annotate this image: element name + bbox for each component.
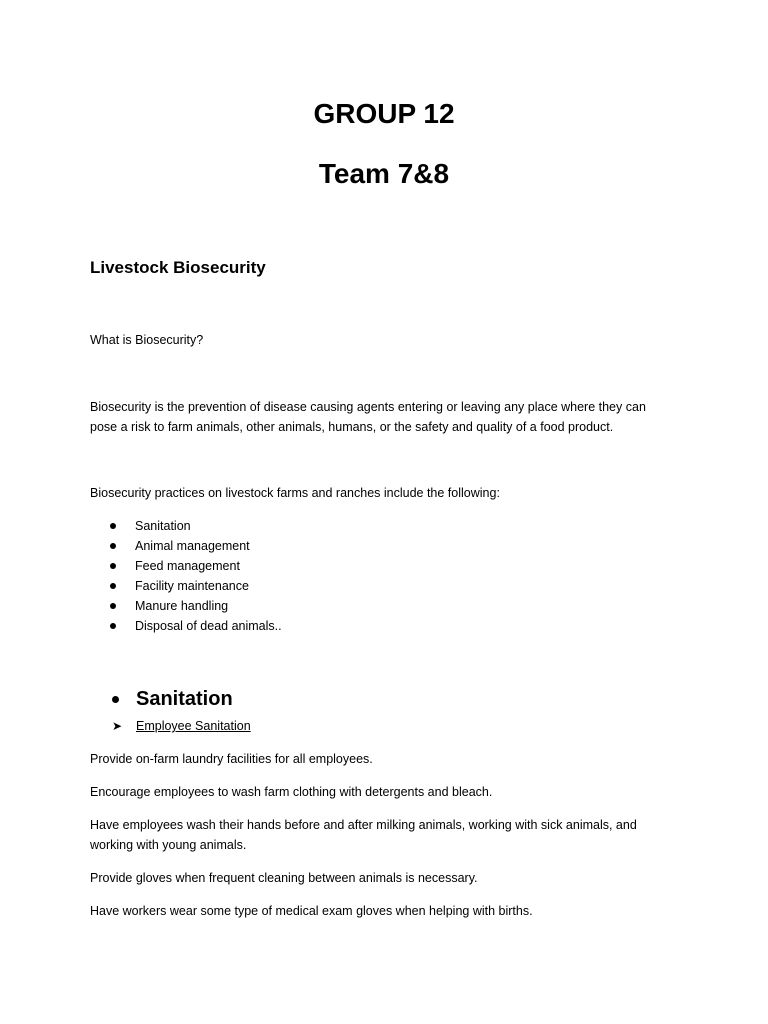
bullet-icon (110, 563, 116, 569)
list-item: Animal management (110, 536, 282, 556)
question-text: What is Biosecurity? (90, 333, 204, 347)
section-heading: Livestock Biosecurity (90, 258, 266, 277)
list-item: Facility maintenance (110, 576, 282, 596)
paragraph: Have employees wash their hands before and after milking animals, working with sick animals, and working with young animals. (90, 818, 637, 852)
bullet-icon (110, 623, 116, 629)
bullet-icon (110, 583, 116, 589)
bullet-icon (110, 523, 116, 529)
list-item: Sanitation (110, 516, 282, 536)
document-title: GROUP 12 (313, 98, 455, 129)
paragraph: Provide gloves when frequent cleaning between animals is necessary. (90, 871, 478, 885)
paragraph: Have workers wear some type of medical exam gloves when helping with births. (90, 904, 533, 918)
paragraph: Encourage employees to wash farm clothing with detergents and bleach. (90, 785, 493, 799)
practices-list (110, 516, 282, 636)
definition-paragraph: Biosecurity is the prevention of disease causing agents entering or leaving any place where they can pose a risk to farm animals, other animals, humans, or the safety and quality of a food product. (90, 400, 646, 434)
sanitation-heading: Sanitation (112, 686, 233, 712)
paragraph: Provide on-farm laundry facilities for all employees. (90, 752, 373, 766)
arrow-bullet-icon: ➤ (112, 719, 123, 733)
employee-sanitation-subheading: ➤ Employee Sanitation (112, 716, 251, 736)
bullet-icon (110, 543, 116, 549)
practices-intro: Biosecurity practices on livestock farms and ranches include the following: (90, 486, 500, 500)
list-item: Feed management (110, 556, 282, 576)
list-item: Manure handling (110, 596, 282, 616)
document-subtitle: Team 7&8 (318, 158, 450, 189)
bullet-icon (112, 696, 119, 703)
list-item: Disposal of dead animals.. (110, 616, 282, 636)
bullet-icon (110, 603, 116, 609)
